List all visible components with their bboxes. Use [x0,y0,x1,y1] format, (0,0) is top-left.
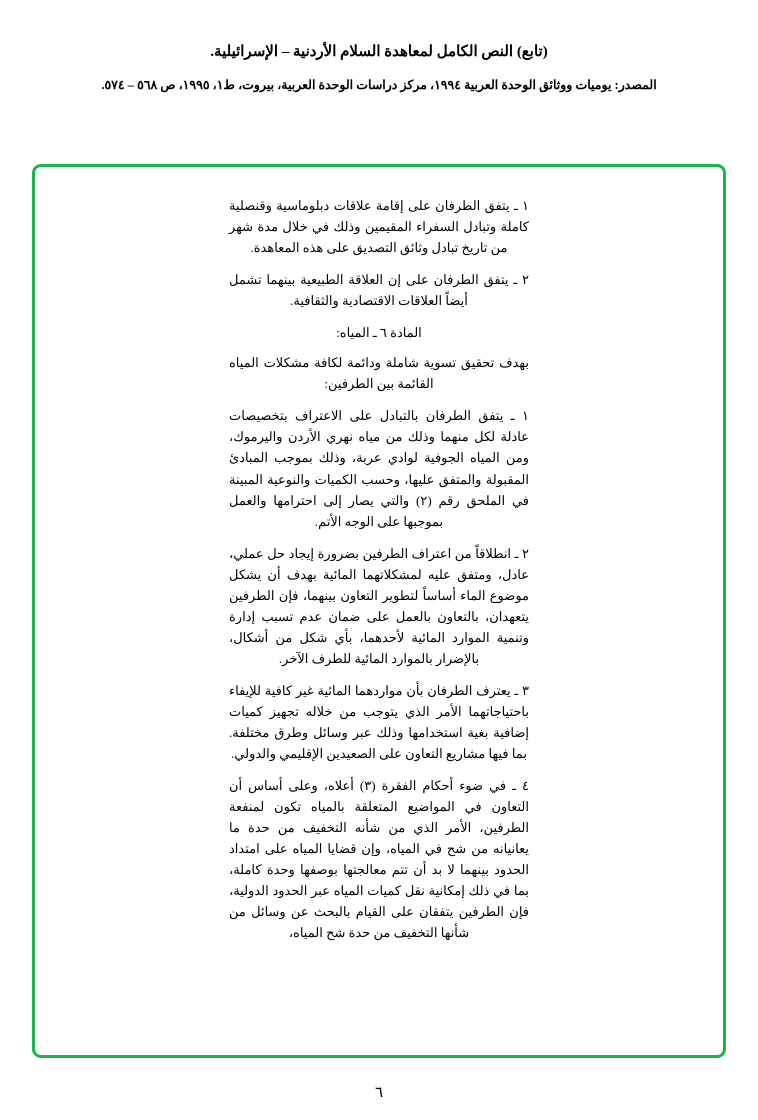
paragraph: بهدف تحقيق تسوية شاملة ودائمة لكافة مشكلات المياه القائمة بين الطرفين: [229,355,529,392]
header-source: المصدر: يوميات ووثائق الوحدة العربية ١٩٩٤، مركز دراسات الوحدة العربية، بيروت، ط١، ١٩٩٥، ص ٥٦٨ – ٥٧٤. [101,78,657,92]
paragraph: ١ ـ يتفق الطرفان بالتبادل على الاعتراف بتخصيصات عادلة لكل منهما وذلك من مياه نهري الأردن واليرموك، ومن المياه الجوفية لوادي عربة، وذلك بموجب المبادئ المقبولة والمتفق عليها، وحسب الكميات والنوعية المبينة في الملحق رقم (٢) والتي يصار إلى احترامها والعمل بموجبها على الوجه الأتم. [229,408,529,529]
page-number: ٦ [374,1085,384,1101]
document-page [0,42,758,1120]
paragraph: ١ ـ يتفق الطرفان على إقامة علاقات دبلوماسية وقنصلية كاملة وتبادل السفراء المقيمين وذلك في خلال مدة شهر من تاريخ تبادل وثائق التصديق على هذه المعاهدة. [229,198,529,256]
content-frame [32,164,726,1058]
paragraph: ٢ ـ انطلاقاً من اعتراف الطرفين بضرورة إيجاد حل عملي، عادل، ومتفق عليه لمشكلاتهما المائية بهدف أن يشكل موضوع الماء أساساً لتطوير التعاون بينهما، فإن الطرفين يتعهدان، بالتعاون بالعمل على ضمان عدم تسبب إدارة وتنمية الموارد المائية لأحدهما، بأي شكل من أشكال، بالإضرار بالموارد المائية للطرف الآخر. [229,545,529,666]
paragraph: ٣ ـ يعترف الطرفان بأن مواردهما المائية غير كافية للإيفاء باحتياجاتهما الأمر الذي يتوجب من خلاله تجهيز كميات إضافية بغية استخدامها وذلك عبر وسائل وطرق مختلفة. بما فيها مشاريع التعاون على الصعيدين الإقليمي والدولي. [229,682,529,762]
section-heading: المادة ٦ ـ المياه: [336,325,422,341]
page-header [0,42,758,93]
header-title: (تابع) النص الكامل لمعاهدة السلام الأردنية – الإسرائيلية. [210,44,548,60]
document-body [229,167,529,944]
paragraph: ٤ ـ في ضوء أحكام الفقرة (٣) أعلاه، وعلى أساس أن التعاون في المواضيع المتعلقة بالمياه تكون لمنفعة الطرفين، الأمر الذي من شأنه التخفيف من حدة ما يعانيانه من شح في المياه، وإن قضايا المياه على امتداد الحدود بينهما لا بد أن تتم معالجتها بوصفها وحدة كاملة، بما في ذلك إمكانية نقل كميات المياه عبر الحدود الدولية، فإن الطرفين يتفقان على القيام بالبحث عن وسائل من شأنها التخفيف من حدة شح المياه، [229,778,529,941]
paragraph: ٢ ـ يتفق الطرفان على إن العلاقة الطبيعية بينهما تشمل أيضاً العلاقات الاقتصادية والثقافية. [229,272,529,309]
